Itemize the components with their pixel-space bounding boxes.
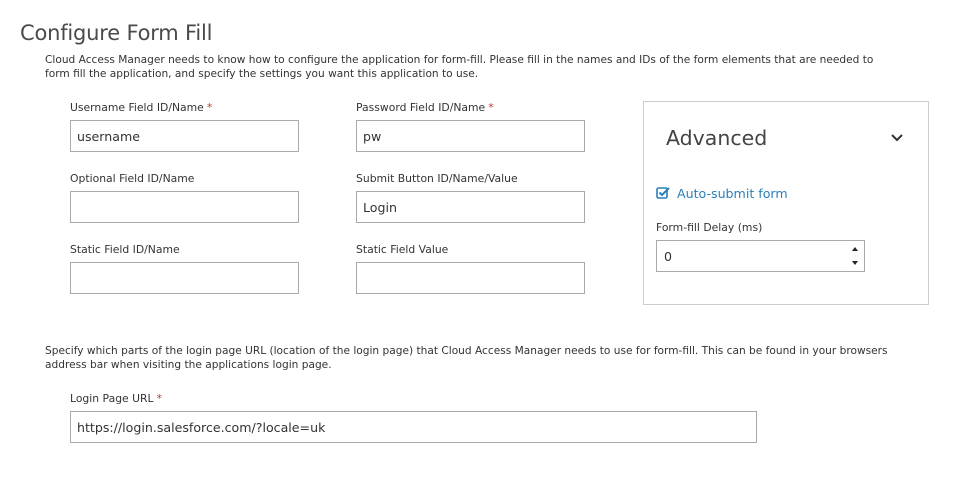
username-field-label: Username Field ID/Name * <box>70 101 213 114</box>
page-title: Configure Form Fill <box>20 21 213 46</box>
login-page-url-label: Login Page URL * <box>70 392 162 405</box>
static-field-id-input[interactable] <box>70 262 299 294</box>
chevron-down-icon[interactable] <box>889 129 905 145</box>
form-fill-delay-label: Form-fill Delay (ms) <box>656 221 763 234</box>
form-fill-delay-value: 0 <box>664 248 673 264</box>
checkbox-checked-icon[interactable] <box>656 185 670 199</box>
auto-submit-label[interactable]: Auto-submit form <box>677 186 788 201</box>
username-field-input[interactable]: username <box>70 120 299 152</box>
spinner-buttons[interactable] <box>850 244 860 268</box>
caret-up-icon <box>852 247 858 251</box>
url-instructions <box>45 344 945 372</box>
static-field-id-label: Static Field ID/Name <box>70 243 180 256</box>
advanced-title[interactable]: Advanced <box>666 126 768 150</box>
static-field-value-input[interactable] <box>356 262 585 294</box>
submit-button-field-input[interactable]: Login <box>356 191 585 223</box>
password-field-input[interactable]: pw <box>356 120 585 152</box>
url-instructions-line-2: address bar when visiting the applications login page. <box>45 359 332 371</box>
required-asterisk: * <box>156 392 162 405</box>
intro-line-1: Cloud Access Manager needs to know how to configure the application for form-fill. Please fill in the names and IDs of the form elements that are needed to <box>45 54 874 66</box>
url-instructions-line-1: Specify which parts of the login page URL (location of the login page) that Cloud Access Manager needs to use for form-fill. This can be found in your browsers <box>45 345 888 357</box>
intro-line-2: form fill the application, and specify the settings you want this application to use. <box>45 68 479 80</box>
static-field-value-label: Static Field Value <box>356 243 449 256</box>
login-page-url-input[interactable]: https://login.salesforce.com/?locale=uk <box>70 411 757 443</box>
password-field-label: Password Field ID/Name * <box>356 101 494 114</box>
submit-button-field-label: Submit Button ID/Name/Value <box>356 172 518 185</box>
caret-down-icon <box>852 261 858 265</box>
optional-field-label: Optional Field ID/Name <box>70 172 195 185</box>
required-asterisk: * <box>488 101 494 114</box>
required-asterisk: * <box>206 101 213 114</box>
intro-text <box>45 53 945 81</box>
form-fill-delay-input[interactable] <box>656 240 865 272</box>
advanced-panel <box>643 101 929 305</box>
optional-field-input[interactable] <box>70 191 299 223</box>
